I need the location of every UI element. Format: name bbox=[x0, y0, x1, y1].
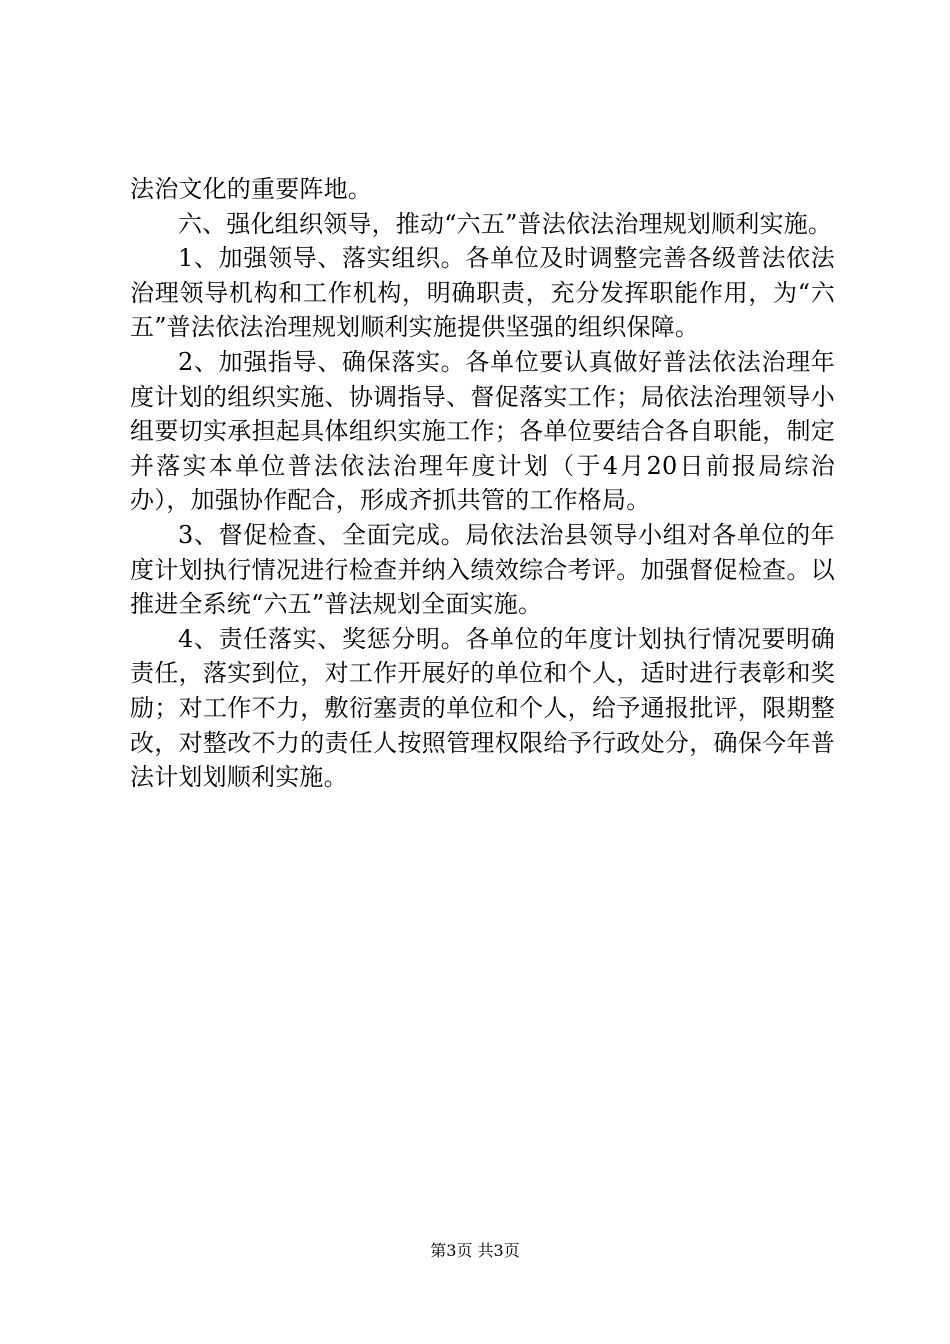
paragraph-item-1: 1、加强领导、落实组织。各单位及时调整完善各级普法依法治理领导机构和工作机构，明确职责，充分发挥职能作用，为“六五”普法依法治理规划顺利实施提供坚强的组织保障。 bbox=[130, 244, 835, 342]
page-footer: 第3页 共3页 bbox=[430, 1241, 520, 1260]
paragraph-continuation: 法治文化的重要阵地。 bbox=[130, 175, 372, 203]
section-heading-six: 六、强化组织领导，推动“六五”普法依法治理规划顺利实施。 bbox=[178, 209, 833, 238]
paragraph-item-2: 2、加强指导、确保落实。各单位要认真做好普法依法治理年度计划的组织实施、协调指导、督促落实工作；局依法治理领导小组要切实承担起具体组织实施工作；各单位要结合各自职能，制定并落实本单位普法依法治理年度计划（于4月20日前报局综治办），加强协作配合，形成齐抓共管的工作格局。 bbox=[130, 347, 835, 515]
document-body bbox=[130, 172, 835, 795]
paragraph-item-3: 3、督促检查、全面完成。局依法治县领导小组对各单位的年度计划执行情况进行检查并纳入绩效综合考评。加强督促检查。以推进全系统“六五”普法规划全面实施。 bbox=[130, 520, 835, 619]
paragraph-item-4: 4、责任落实、奖惩分明。各单位的年度计划执行情况要明确责任，落实到位，对工作开展好的单位和个人，适时进行表彰和奖励；对工作不力，敷衍塞责的单位和个人，给予通报批评，限期整改，对整改不力的责任人按照管理权限给予行政处分，确保今年普法计划划顺利实施。 bbox=[130, 624, 835, 792]
